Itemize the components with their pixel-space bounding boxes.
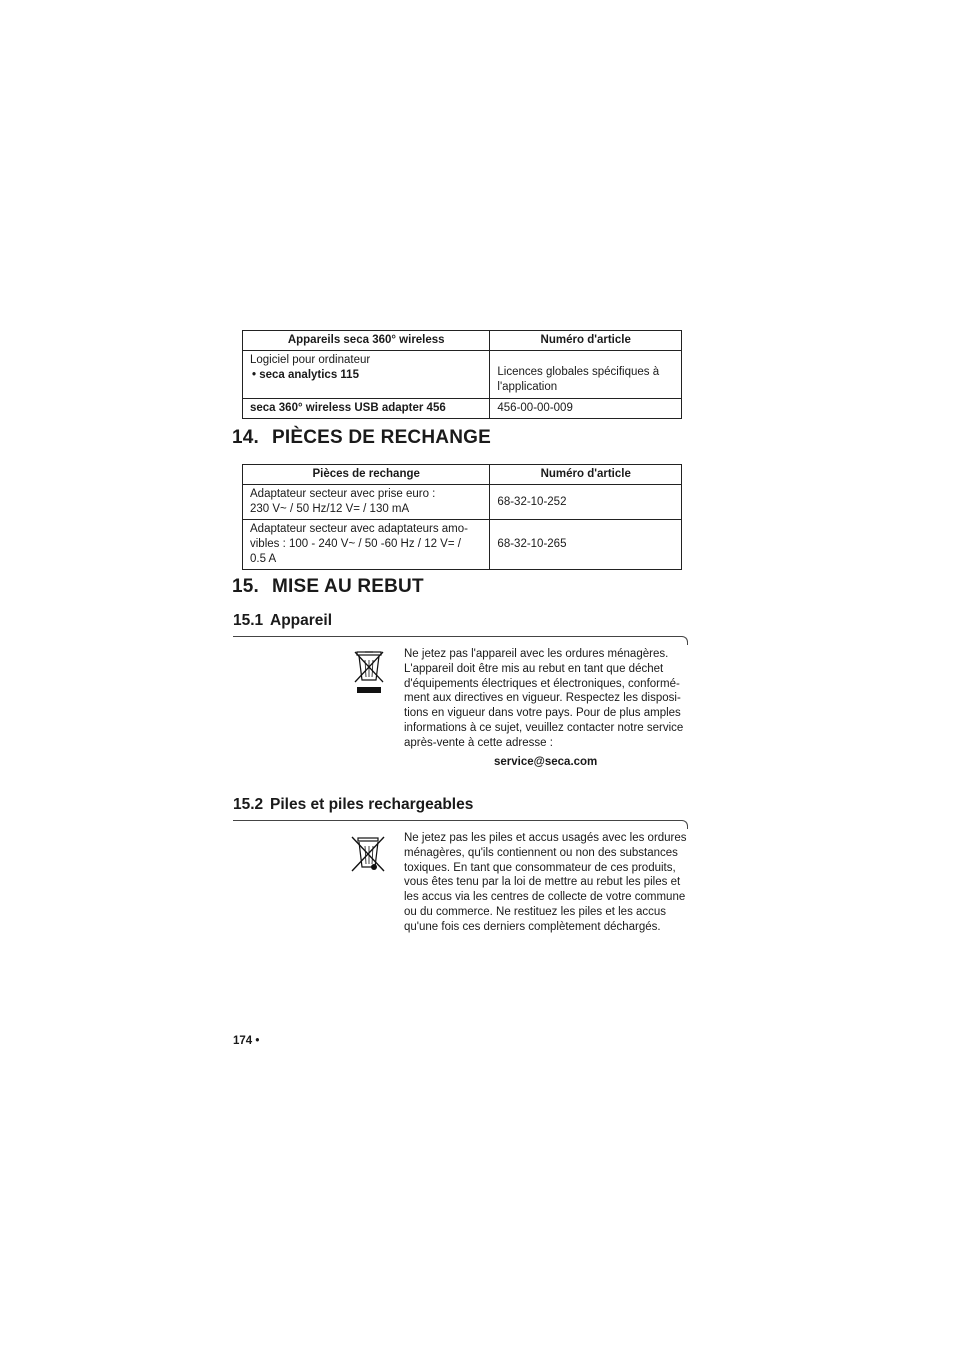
crossed-battery-bin-icon xyxy=(350,835,386,873)
spare-parts-table xyxy=(242,464,682,570)
table-cell xyxy=(243,485,490,520)
subsection-title: Piles et piles rechargeables xyxy=(270,796,474,813)
table-header-cell: Pièces de rechange xyxy=(243,465,490,485)
disposal-battery-paragraph xyxy=(404,831,690,935)
paragraph-line: ou du commerce. Ne restituez les piles et les accus xyxy=(404,905,667,918)
cell-line: 230 V~ / 50 Hz/12 V= / 130 mA xyxy=(250,503,410,515)
paragraph-line: vous êtes tenu par la loi de mettre au rebut les piles et xyxy=(404,876,681,889)
table-header-cell: Numéro d'article xyxy=(490,331,682,351)
disposal-device-paragraph xyxy=(404,647,690,751)
cell-line: Adaptateur secteur avec adaptateurs amo- xyxy=(250,523,468,535)
section-title: MISE AU REBUT xyxy=(272,576,424,597)
table-cell xyxy=(243,520,490,570)
paragraph-line: tions en vigueur dans votre pays. Pour de plus amples xyxy=(404,707,681,720)
software-item: • seca analytics 115 xyxy=(252,369,359,381)
section-title: PIÈCES DE RECHANGE xyxy=(272,427,491,448)
crossed-bin-icon xyxy=(352,650,386,696)
section-heading-15 xyxy=(232,576,424,598)
table-header-row xyxy=(243,465,682,485)
table-header-cell: Appareils seca 360° wireless xyxy=(243,331,490,351)
section-number: 15. xyxy=(232,576,260,597)
paragraph-line: ment aux directives en vigueur. Respectez les disposi- xyxy=(404,692,681,705)
paragraph-line: informations à ce sujet, veuillez contacter notre service xyxy=(404,721,684,734)
paragraph-line: Ne jetez pas les piles et accus usagés avec les ordures xyxy=(404,832,687,844)
paragraph-line: toxiques. En tant que consommateur de ces produits, xyxy=(404,861,676,874)
subsection-heading-15-2 xyxy=(233,796,473,814)
divider xyxy=(233,820,681,821)
table-row xyxy=(243,520,682,570)
table-cell: seca 360° wireless USB adapter 456 xyxy=(243,399,490,419)
paragraph-line: d'équipements électriques et électroniques, conformé- xyxy=(404,677,680,690)
table-cell: 68-32-10-265 xyxy=(490,520,682,570)
divider-end xyxy=(681,820,688,829)
divider xyxy=(233,636,681,637)
devices-table xyxy=(242,330,682,419)
table-row xyxy=(243,399,682,419)
cell-line: 0.5 A xyxy=(250,553,277,565)
paragraph-line: après-vente à cette adresse : xyxy=(404,736,553,749)
table-header-row xyxy=(243,331,682,351)
subsection-title: Appareil xyxy=(270,612,333,629)
subsection-heading-15-1 xyxy=(233,612,332,630)
paragraph-line: les accus via les centres de collecte de votre commune xyxy=(404,891,686,904)
table-row xyxy=(243,351,682,399)
page-number: 174 • xyxy=(233,1035,260,1047)
divider-end xyxy=(681,636,688,645)
table-cell xyxy=(243,351,490,399)
paragraph-line: ménagères, qu'ils contiennent ou non des substances xyxy=(404,846,678,859)
table-cell: Licences globales spécifiques à l'application xyxy=(490,351,682,399)
table-cell: 68-32-10-252 xyxy=(490,485,682,520)
paragraph-line: qu'une fois ces derniers complètement déchargés. xyxy=(404,920,661,933)
cell-line: Adaptateur secteur avec prise euro : xyxy=(250,488,436,500)
section-number: 14. xyxy=(232,427,260,448)
subsection-number: 15.1 xyxy=(233,612,264,629)
table-row xyxy=(243,485,682,520)
service-email[interactable]: service@seca.com xyxy=(494,756,598,768)
section-heading-14 xyxy=(232,427,491,449)
paragraph-line: L'appareil doit être mis au rebut en tant que déchet xyxy=(404,662,664,675)
paragraph-line: Ne jetez pas l'appareil avec les ordures ménagères. xyxy=(404,648,669,660)
table-header-cell: Numéro d'article xyxy=(490,465,682,485)
table-cell: 456-00-00-009 xyxy=(490,399,682,419)
cell-line: vibles : 100 - 240 V~ / 50 -60 Hz / 12 V= / xyxy=(250,538,461,550)
subsection-number: 15.2 xyxy=(233,796,264,813)
software-label: Logiciel pour ordinateur xyxy=(250,354,371,366)
